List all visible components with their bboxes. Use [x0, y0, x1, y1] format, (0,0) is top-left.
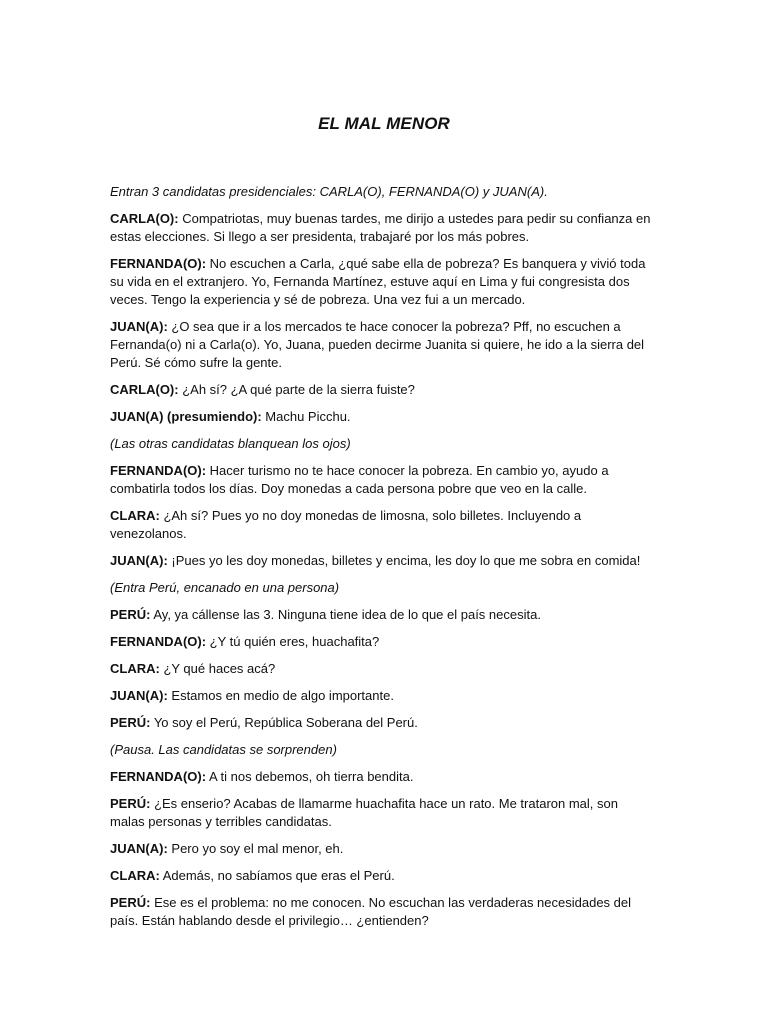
stage-direction: (Pausa. Las candidatas se sorprenden): [110, 742, 337, 757]
dialogue-text: ¿Es enserio? Acabas de llamarme huachafita hace un rato. Me trataron mal, son malas personas y terribles candidatas.: [110, 796, 618, 829]
speaker-name: FERNANDA(O):: [110, 634, 207, 649]
dialogue-line: [110, 552, 655, 570]
speaker-name: JUAN(A):: [110, 688, 168, 703]
dialogue-line: [110, 381, 655, 399]
dialogue-text: Yo soy el Perú, República Soberana del Perú.: [150, 715, 418, 730]
speaker-name: CLARA:: [110, 868, 160, 883]
dialogue-text: ¿Ah sí? ¿A qué parte de la sierra fuiste?: [178, 382, 415, 397]
dialogue-text: Hacer turismo no te hace conocer la pobreza. En cambio yo, ayudo a combatirla todos los días. Doy monedas a cada persona pobre que veo en la calle.: [110, 463, 609, 496]
stage-direction: (Las otras candidatas blanquean los ojos): [110, 436, 351, 451]
speaker-name: JUAN(A) (presumiendo):: [110, 409, 262, 424]
speaker-name: PERÚ:: [110, 796, 151, 811]
dialogue-text: ¿Y tú quién eres, huachafita?: [206, 634, 380, 649]
dialogue-line: [110, 408, 655, 426]
dialogue-line: [110, 606, 655, 624]
dialogue-line: [110, 210, 655, 246]
speaker-name: PERÚ:: [110, 607, 151, 622]
dialogue-text: Pero yo soy el mal menor, eh.: [167, 841, 344, 856]
script-body: [110, 183, 655, 939]
dialogue-text: No escuchen a Carla, ¿qué sabe ella de pobreza? Es banquera y vivió toda su vida en el extranjero. Yo, Fernanda Martínez, estuve aquí en Lima y fui congresista dos veces. Tengo la experiencia y sé de pobreza. Una vez fui a un mercado.: [110, 256, 646, 307]
dialogue-text: Estamos en medio de algo importante.: [167, 688, 394, 703]
speaker-name: CARLA(O):: [110, 211, 179, 226]
dialogue-line: [110, 660, 655, 678]
dialogue-text: ¿Y qué haces acá?: [159, 661, 276, 676]
document-title: EL MAL MENOR: [318, 114, 450, 133]
speaker-name: FERNANDA(O):: [110, 463, 207, 478]
dialogue-text: ¡Pues yo les doy monedas, billetes y encima, les doy lo que me sobra en comida!: [167, 553, 641, 568]
speaker-name: JUAN(A):: [110, 841, 168, 856]
dialogue-line: [110, 840, 655, 858]
speaker-name: FERNANDA(O):: [110, 769, 207, 784]
speaker-name: JUAN(A):: [110, 553, 168, 568]
speaker-name: CLARA:: [110, 508, 160, 523]
dialogue-line: [110, 687, 655, 705]
dialogue-text: A ti nos debemos, oh tierra bendita.: [206, 769, 414, 784]
speaker-name: PERÚ:: [110, 895, 151, 910]
dialogue-text: Compatriotas, muy buenas tardes, me dirijo a ustedes para pedir su confianza en estas elecciones. Si llego a ser presidenta, trabajaré por los más pobres.: [110, 211, 651, 244]
dialogue-line: [110, 714, 655, 732]
dialogue-line: [110, 633, 655, 651]
speaker-name: FERNANDA(O):: [110, 256, 207, 271]
dialogue-text: ¿Ah sí? Pues yo no doy monedas de limosna, solo billetes. Incluyendo a venezolanos.: [110, 508, 582, 541]
dialogue-line: [110, 867, 655, 885]
stage-direction: (Entra Perú, encanado en una persona): [110, 580, 340, 595]
dialogue-text: ¿O sea que ir a los mercados te hace conocer la pobreza? Pff, no escuchen a Fernanda(o) ni a Carla(o). Yo, Juana, pueden decirme Juanita si quiere, he ido a la sierra del Perú. Sé cómo sufre la gente.: [110, 319, 645, 370]
dialogue-line: [110, 795, 655, 831]
speaker-name: CARLA(O):: [110, 382, 179, 397]
dialogue-text: Ay, ya cállense las 3. Ninguna tiene idea de lo que el país necesita.: [150, 607, 541, 622]
dialogue-text: Ese es el problema: no me conocen. No escuchan las verdaderas necesidades del país. Están hablando desde el privilegio… ¿entienden?: [110, 895, 632, 928]
dialogue-text: Además, no sabíamos que eras el Perú.: [159, 868, 395, 883]
dialogue-line: [110, 507, 655, 543]
speaker-name: CLARA:: [110, 661, 160, 676]
dialogue-line: [110, 768, 655, 786]
dialogue-line: [110, 894, 655, 930]
stage-direction: Entran 3 candidatas presidenciales: CARLA(O), FERNANDA(O) y JUAN(A).: [110, 184, 548, 199]
dialogue-line: [110, 255, 655, 309]
speaker-name: PERÚ:: [110, 715, 151, 730]
speaker-name: JUAN(A):: [110, 319, 168, 334]
dialogue-line: [110, 462, 655, 498]
dialogue-line: [110, 318, 655, 372]
dialogue-text: Machu Picchu.: [261, 409, 351, 424]
